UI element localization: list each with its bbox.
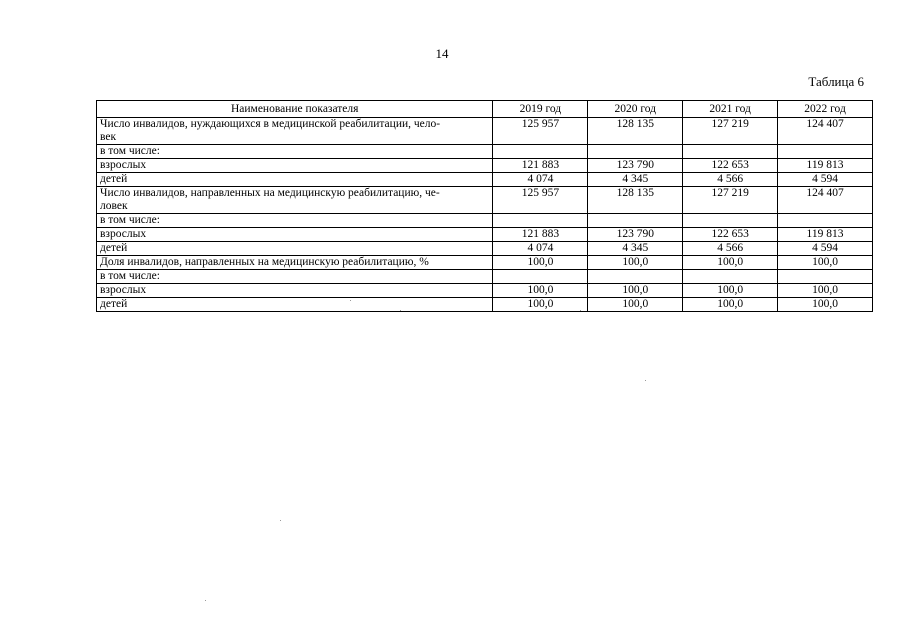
- row-value: 119 813: [778, 159, 873, 173]
- table-row: [97, 145, 873, 159]
- row-value: 123 790: [588, 159, 683, 173]
- row-value: 100,0: [778, 298, 873, 312]
- row-value: [493, 214, 588, 228]
- scan-speck: [205, 600, 206, 601]
- row-value: 121 883: [493, 159, 588, 173]
- row-value: 100,0: [683, 256, 778, 270]
- row-value: 100,0: [588, 298, 683, 312]
- row-value: 123 790: [588, 228, 683, 242]
- column-header-2022: 2022 год: [778, 101, 873, 118]
- row-label: детей: [97, 298, 493, 312]
- table-body: [97, 118, 873, 312]
- row-value: [778, 214, 873, 228]
- column-header-2019: 2019 год: [493, 101, 588, 118]
- row-value: 100,0: [493, 256, 588, 270]
- row-value: 4 594: [778, 173, 873, 187]
- table-row: [97, 159, 873, 173]
- row-value: 128 135: [588, 118, 683, 145]
- table-caption: Таблица 6: [808, 74, 864, 89]
- row-value: 4 345: [588, 173, 683, 187]
- row-value: [683, 145, 778, 159]
- row-value: 121 883: [493, 228, 588, 242]
- row-value: 4 074: [493, 173, 588, 187]
- row-value: 124 407: [778, 118, 873, 145]
- row-value: 100,0: [683, 298, 778, 312]
- row-value: 100,0: [683, 284, 778, 298]
- row-value: 100,0: [778, 256, 873, 270]
- row-value: 125 957: [493, 118, 588, 145]
- table-row: [97, 242, 873, 256]
- row-value: [683, 270, 778, 284]
- row-label: Число инвалидов, нуждающихся в медицинской реабилитации, чело- век: [97, 118, 493, 145]
- page-number: 14: [435, 46, 449, 61]
- row-label: детей: [97, 173, 493, 187]
- row-label: детей: [97, 242, 493, 256]
- row-label: Доля инвалидов, направленных на медицинскую реабилитацию, %: [97, 256, 493, 270]
- row-value: [778, 270, 873, 284]
- scan-speck: [580, 310, 581, 311]
- scan-speck: [645, 380, 646, 381]
- row-value: 100,0: [588, 284, 683, 298]
- row-value: 4 566: [683, 242, 778, 256]
- row-label: взрослых: [97, 159, 493, 173]
- indicators-table: [96, 100, 873, 312]
- row-value: [588, 214, 683, 228]
- row-value: [588, 270, 683, 284]
- scan-speck: [400, 310, 401, 311]
- row-value: [493, 270, 588, 284]
- row-label: в том числе:: [97, 270, 493, 284]
- row-value: 119 813: [778, 228, 873, 242]
- row-value: 100,0: [493, 298, 588, 312]
- column-header-indicator: Наименование показателя: [97, 101, 493, 118]
- row-value: 127 219: [683, 118, 778, 145]
- row-value: [493, 145, 588, 159]
- row-value: 4 345: [588, 242, 683, 256]
- row-value: 124 407: [778, 187, 873, 214]
- table-row: [97, 270, 873, 284]
- row-value: 4 594: [778, 242, 873, 256]
- row-value: 4 566: [683, 173, 778, 187]
- table-row: [97, 118, 873, 145]
- row-value: [778, 145, 873, 159]
- row-value: [683, 214, 778, 228]
- table-row: [97, 228, 873, 242]
- table-row: [97, 187, 873, 214]
- row-label: взрослых: [97, 284, 493, 298]
- row-value: 100,0: [778, 284, 873, 298]
- scan-speck: [280, 520, 281, 521]
- row-label: взрослых: [97, 228, 493, 242]
- table-row: [97, 298, 873, 312]
- table-row: [97, 256, 873, 270]
- column-header-2021: 2021 год: [683, 101, 778, 118]
- row-value: 100,0: [493, 284, 588, 298]
- table-row: [97, 284, 873, 298]
- row-label: Число инвалидов, направленных на медицинскую реабилитацию, че- ловек: [97, 187, 493, 214]
- row-value: 122 653: [683, 228, 778, 242]
- row-value: 100,0: [588, 256, 683, 270]
- row-value: 122 653: [683, 159, 778, 173]
- scan-speck: [350, 300, 351, 301]
- column-header-2020: 2020 год: [588, 101, 683, 118]
- table-header-row: [97, 101, 873, 118]
- table-row: [97, 173, 873, 187]
- row-label: в том числе:: [97, 145, 493, 159]
- row-value: [588, 145, 683, 159]
- row-value: 4 074: [493, 242, 588, 256]
- row-label: в том числе:: [97, 214, 493, 228]
- row-value: 128 135: [588, 187, 683, 214]
- row-value: 125 957: [493, 187, 588, 214]
- table-row: [97, 214, 873, 228]
- row-value: 127 219: [683, 187, 778, 214]
